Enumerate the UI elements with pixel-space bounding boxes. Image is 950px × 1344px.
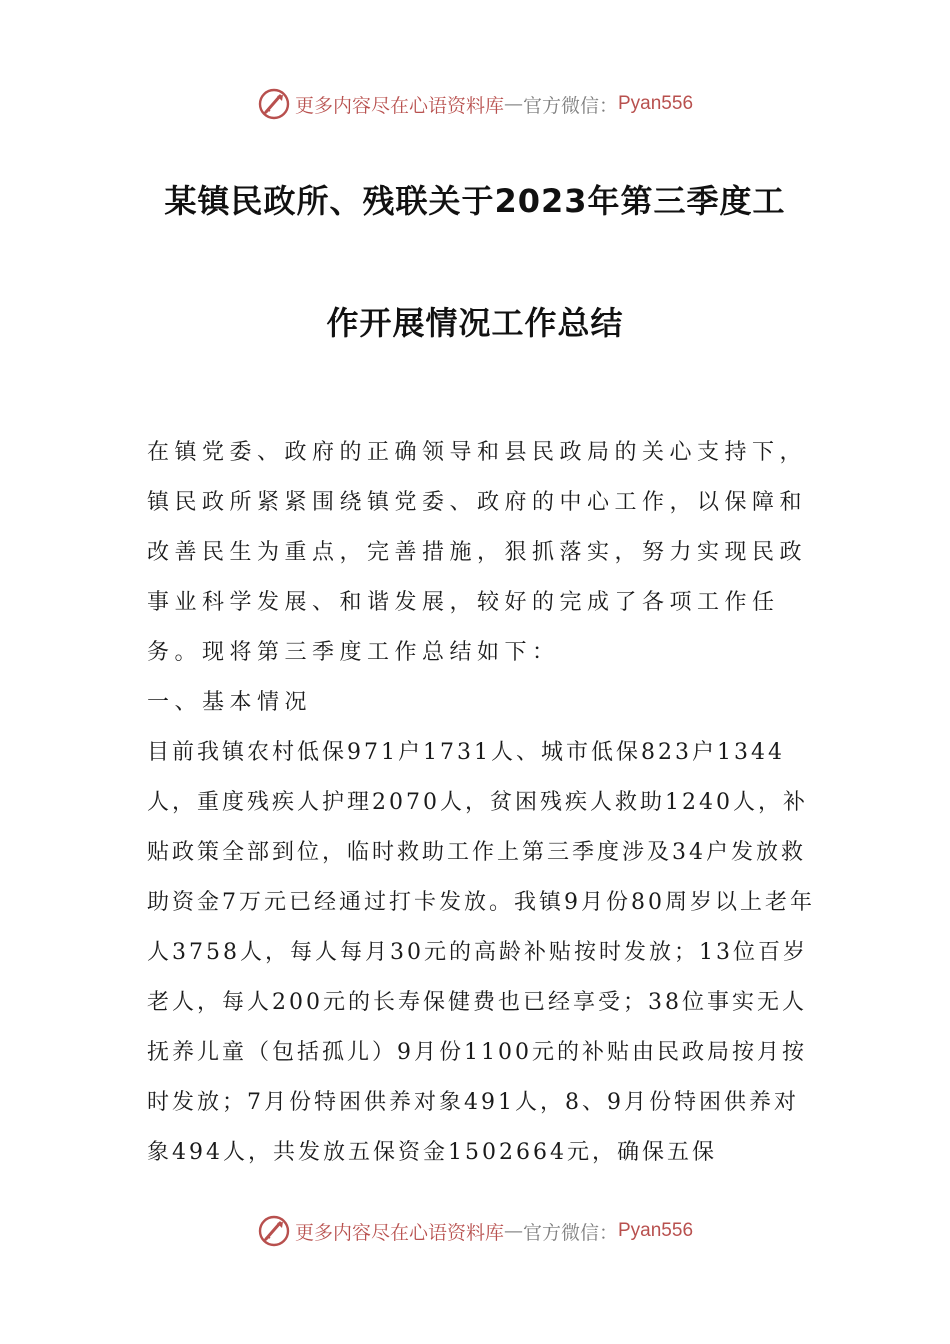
document-body <box>147 428 817 1178</box>
footer-brand-text: 更多内容尽在心语资料库 <box>294 1221 504 1244</box>
footer-contact-label: 官方微信： <box>522 1221 618 1244</box>
document-title-line-2: 作开展情况工作总结 <box>326 304 624 342</box>
header-brand-text: 更多内容尽在心语资料库 <box>294 94 504 117</box>
footer-separator: — <box>503 1220 523 1242</box>
document-title-line-1: 某镇民政所、残联关于2023年第三季度工 <box>164 182 786 220</box>
header-contact-label: 官方微信： <box>522 94 618 117</box>
header-watermark-banner <box>0 84 950 124</box>
intro-paragraph: 在镇党委、政府的正确领导和县民政局的关心支持下，镇民政所紧紧围绕镇党委、政府的中心工作，以保障和改善民生为重点，完善措施，狠抓落实，努力实现民政事业科学发展、和谐发展，较好的完成了各项工作任务。现将第三季度工作总结如下： <box>147 440 808 665</box>
footer-contact-id: Pyan556 <box>618 1220 694 1241</box>
footer-watermark-banner <box>0 1211 950 1251</box>
section-heading-basic-situation: 一、基本情况 <box>147 690 313 715</box>
header-separator: — <box>503 93 523 115</box>
header-contact-id: Pyan556 <box>618 93 694 114</box>
basic-situation-paragraph: 目前我镇农村低保971户1731人、城市低保823户1344人，重度残疾人护理2070人，贫困残疾人救助1240人，补贴政策全部到位，临时救助工作上第三季度涉及34户发放救助资金7万元已经通过打卡发放。我镇9月份80周岁以上老年人3758人，每人每月30元的高龄补贴按时发放；13位百岁老人，每人200元的长寿保健费也已经享受；38位事实无人抚养儿童（包括孤儿）9月份1100元的补贴由民政局按月按时发放；7月份特困供养对象491人，8、9月份特困供养对象494人，共发放五保资金1502664元，确保五保 <box>147 740 815 1165</box>
brush-pen-logo-icon <box>257 1214 291 1248</box>
brush-pen-logo-icon <box>257 87 291 121</box>
